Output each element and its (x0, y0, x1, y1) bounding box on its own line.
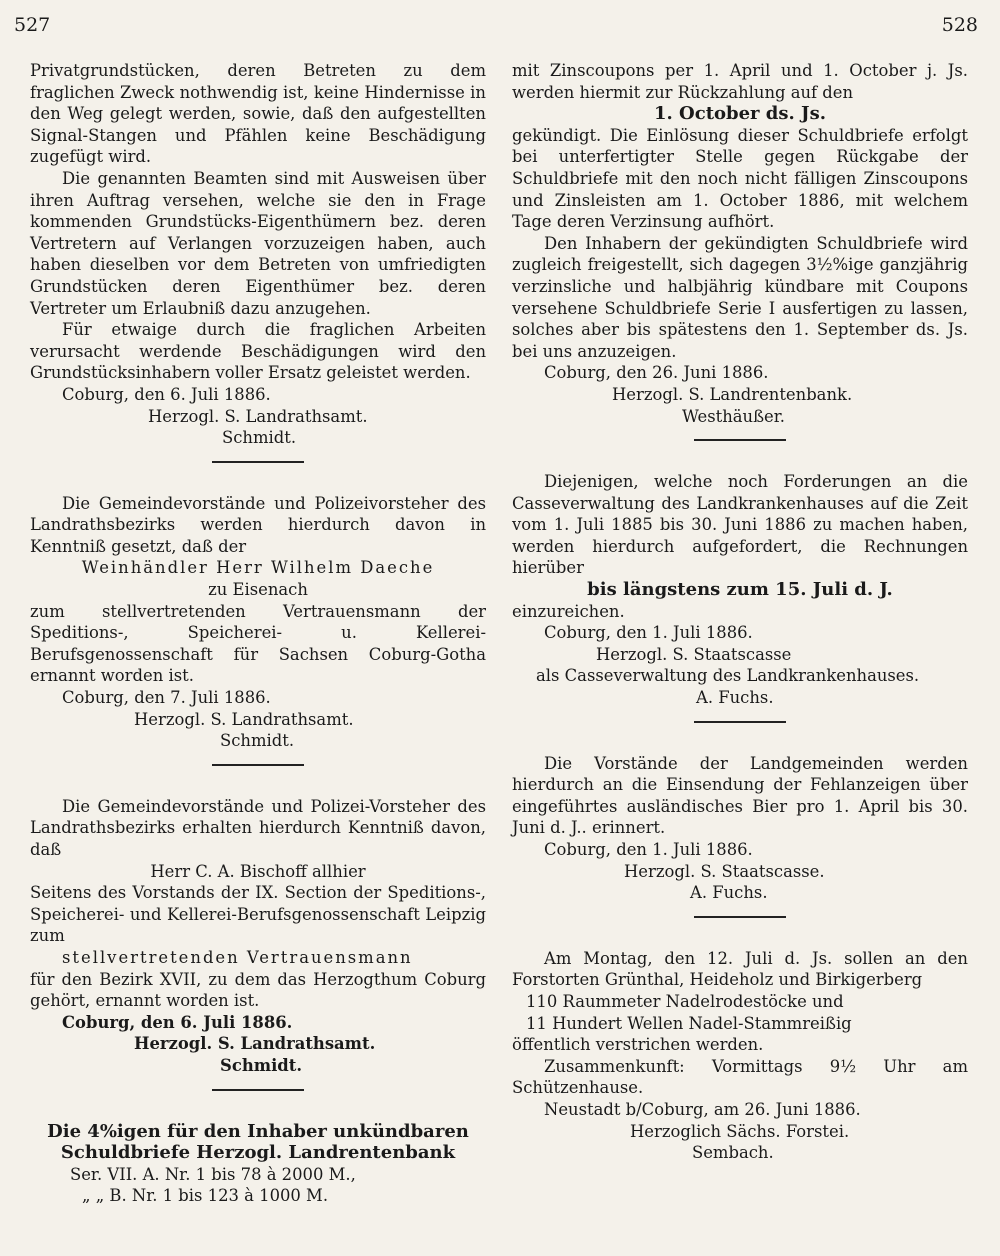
notice-office: Herzogl. S. Landrathsamt. (134, 709, 354, 729)
notice-signature: Schmidt. (220, 731, 295, 751)
notice-paragraph: Die Gemeindevorstände und Polizeivorsteher des Landrathsbezirks werden hierdurch davon in Kenntniß gesetzt, daß der (30, 493, 486, 556)
notice-office: Herzoglich Sächs. Forstei. (630, 1121, 850, 1141)
notice-office: Herzogl. S. Staatscasse (596, 644, 792, 664)
right-column (512, 60, 968, 1164)
notice-paragraph: für den Bezirk XVII, zu dem das Herzogthum Coburg gehört, ernannt worden ist. (30, 969, 486, 1011)
notice-trustee-bischoff (30, 796, 486, 1077)
notice-role: stellvertretenden Vertrauensmann (62, 947, 413, 967)
notice-due-date: 1. October ds. Js. (654, 103, 826, 125)
notice-date: Coburg, den 1. Juli 1886. (544, 840, 753, 859)
notice-paragraph: Die Vorstände der Landgemeinden werden hierdurch an die Einsendung der Fehlanzeigen über eingeführtes ausländisches Bier pro 1. April bis 30. Juni d. J.. erinnert. (512, 753, 968, 838)
notice-office: Herzogl. S. Landrathsamt. (148, 406, 368, 426)
notice-signature: Schmidt. (222, 428, 297, 448)
notice-paragraph: Zusammenkunft: Vormittags 9½ Uhr am Schützenhause. (512, 1056, 968, 1098)
separator-rule (694, 916, 786, 918)
notice-signature: A. Fuchs. (690, 883, 768, 903)
notice-date: Neustadt b/Coburg, am 26. Juni 1886. (544, 1099, 861, 1119)
notice-office: Herzogl. S. Landrathsamt. (134, 1034, 376, 1054)
auction-lot: 110 Raummeter Nadelrodestöcke und (526, 991, 844, 1011)
separator-rule (212, 1089, 304, 1091)
separator-rule (212, 764, 304, 766)
notice-office: als Casseverwaltung des Landkrankenhauses. (536, 666, 920, 686)
notice-land-survey (30, 60, 486, 449)
page-number-left: 527 (14, 14, 51, 36)
notice-paragraph: öffentlich verstrichen werden. (512, 1035, 764, 1055)
notice-wood-auction (512, 948, 968, 1164)
notice-paragraph: gekündigt. Die Einlösung dieser Schuldbriefe erfolgt bei unterfertigter Stelle gegen Rückgabe der Schuldbriefe mit den noch nicht fälligen Zinscoupons und Zinsleisten am 1. October 1886, mit welchem Tage deren Verzinsung aufhört. (512, 125, 968, 232)
notice-paragraph: mit Zinscoupons per 1. April und 1. October j. Js. werden hiermit zur Rückzahlung auf den (512, 61, 968, 102)
notice-paragraph: Privatgrundstücken, deren Betreten zu dem fraglichen Zweck nothwendig ist, keine Hindernisse in den Weg gelegt werden, sowie, daß den aufgestellten Signal-Stangen und Pfählen keine Beschädigung zugefügt wird. (30, 61, 486, 167)
notice-paragraph: Seitens des Vorstands der IX. Section der Speditions-, Speicherei- und Kellerei-Berufsgenossenschaft Leipzig zum (30, 883, 486, 946)
notice-paragraph: einzureichen. (512, 601, 625, 621)
auction-lot: 11 Hundert Wellen Nadel-Stammreißig (526, 1013, 852, 1033)
notice-trustee-daeche (30, 493, 486, 752)
left-column (30, 60, 486, 1207)
notice-date: Coburg, den 26. Juni 1886. (544, 363, 769, 383)
separator-rule (694, 721, 786, 723)
notice-paragraph: Die Gemeindevorstände und Polizei-Vorsteher des Landrathsbezirks erhalten hierdurch Kenntniß davon, daß (30, 796, 486, 859)
notice-bonds-heading (30, 1121, 486, 1207)
notice-heading: Die 4%igen für den Inhaber unkündbaren Schuldbriefe Herzogl. Landrentenbank (47, 1120, 469, 1164)
notice-signature: Sembach. (692, 1143, 774, 1163)
notice-beer-reports (512, 753, 968, 904)
notice-deadline: bis längstens zum 15. Juli d. J. (587, 579, 893, 601)
notice-paragraph: Für etwaige durch die fraglichen Arbeiten verursacht werdende Beschädigungen wird den Grundstücksinhabern voller Ersatz geleistet werden. (30, 320, 486, 383)
notice-office: Herzogl. S. Landrentenbank. (612, 384, 853, 404)
notice-paragraph: zum stellvertretenden Vertrauensmann der Speditions-, Speicherei- u. Kellerei-Berufsgenossenschaft für Sachsen Coburg-Gotha ernannt worden ist. (30, 601, 486, 686)
notice-paragraph: Die genannten Beamten sind mit Ausweisen über ihren Auftrag versehen, welche sie den in Frage kommenden Grundstücks-Eigenthümern bez. deren Vertretern auf Verlangen vorzuzeigen haben, auch haben dieselben vor dem Betreten von umfriedigten Grundstücken deren Eigenthümer bez. deren Vertreter um Erlaubniß dazu anzugehen. (30, 168, 486, 318)
notice-paragraph: Diejenigen, welche noch Forderungen an die Casseverwaltung des Landkrankenhauses auf die Zeit vom 1. Juli 1885 bis 30. Juni 1886 zu machen haben, werden hierdurch aufgefordert, die Rechnungen hierüber (512, 472, 968, 578)
notice-signature: A. Fuchs. (696, 688, 774, 708)
notice-person: Weinhändler Herr Wilhelm Daeche (81, 558, 435, 578)
notice-signature: Westhäußer. (682, 406, 785, 426)
notice-place: zu Eisenach (208, 580, 308, 600)
notice-date: Coburg, den 7. Juli 1886. (62, 688, 271, 708)
separator-rule (694, 439, 786, 441)
notice-date: Coburg, den 6. Juli 1886. (62, 384, 271, 404)
notice-date: Coburg, den 6. Juli 1886. (62, 1012, 293, 1032)
notice-office: Herzogl. S. Staatscasse. (624, 861, 825, 881)
separator-rule (212, 461, 304, 463)
notice-paragraph: Den Inhabern der gekündigten Schuldbriefe wird zugleich freigestellt, sich dagegen 3½%ige ganzjährig verzinsliche und halbjährig kündbare mit Coupons versehene Schuldbriefe Serie I ausfertigen zu lassen, solches aber bis spätestens den 1. September ds. Js. bei uns anzuzeigen. (512, 233, 968, 361)
notice-bonds-continued (512, 60, 968, 427)
notice-date: Coburg, den 1. Juli 1886. (544, 623, 753, 643)
bond-series-b: „ „ B. Nr. 1 bis 123 à 1000 M. (82, 1186, 329, 1206)
notice-paragraph: Am Montag, den 12. Juli d. Js. sollen an den Forstorten Grünthal, Heideholz und Birkigerberg (512, 948, 968, 990)
notice-signature: Schmidt. (220, 1055, 303, 1075)
notice-person: Herr C. A. Bischoff allhier (150, 861, 366, 881)
notice-hospital-claims (512, 471, 968, 709)
bond-series-a: Ser. VII. A. Nr. 1 bis 78 à 2000 M., (70, 1164, 356, 1184)
page-number-right: 528 (941, 14, 978, 36)
